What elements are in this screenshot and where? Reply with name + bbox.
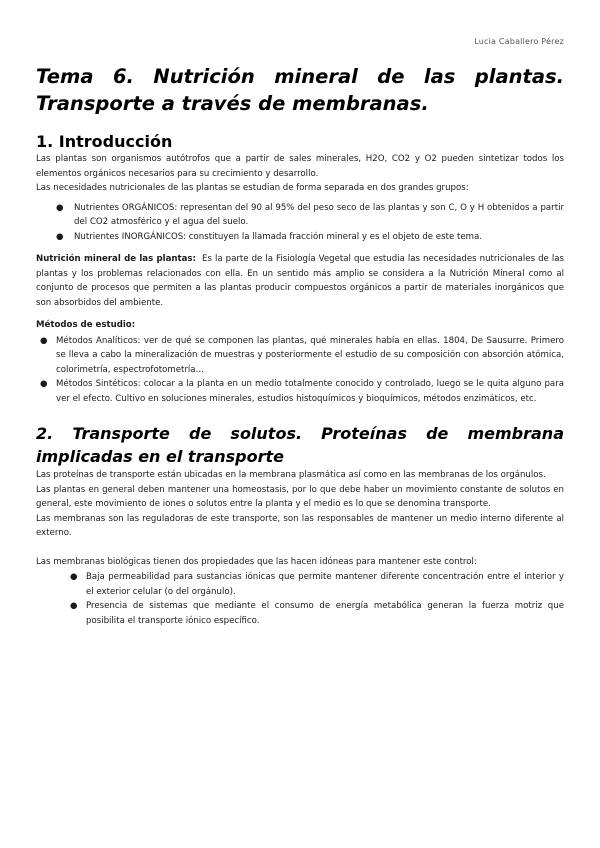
methods-heading-label: Métodos de estudio: [36,320,136,330]
membrane-properties-list [36,570,564,628]
paragraph: Las membranas biológicas tienen dos propiedades que las hacen idóneas para mantener este control: [36,556,477,567]
nutrient-list [36,201,564,245]
bullet-icon: ● [70,601,78,611]
definition-term: Nutrición mineral de las plantas: [36,254,196,264]
definition-text: Es la parte de la Fisiología Vegetal que estudia las necesidades nutricionales de las plantas y los problemas relacionados con ella. En un sentido más amplio se considera a la Nutrición Mineral como al conjunto de procesos que permiten a las plantas producir compuestos orgánicos a partir de materiales inorgánicos que son absorbidos del ambiente. [36,254,564,308]
paragraph: Las plantas en general deben mantener una homeostasis, por lo que debe haber un movimiento constante de solutos en general, este movimiento de iones o solutos entre la planta y el medio es lo que se denomina transporte. [36,484,564,509]
methods-heading [36,318,564,333]
list-item [36,334,564,378]
bullet-icon: ● [40,379,48,389]
paragraph: Las membranas son las reguladoras de este transporte, son las responsables de mantener un medio interno diferente al externo. [36,513,564,538]
section-heading-transporte: 2. Transporte de solutos. Proteínas de membrana implicadas en el transporte [36,424,564,466]
list-item-text: Métodos Analíticos: ver de qué se componen las plantas, qué minerales había en ellas. 1804, De Sausurre. Primero se lleva a cabo la mineralización de muestras y posteriormente el estudio de su composición con absorción atómica, colorimetría, espectrofotometría… [56,335,564,375]
paragraph: Las necesidades nutricionales de las plantas se estudian de forma separada en dos grandes grupos: [36,183,469,193]
list-item [36,377,564,406]
list-item-text: Baja permeabilidad para sustancias iónicas que permite mantener diferente concentración entre el interior y el exterior celular (o del orgánulo). [86,572,564,597]
methods-list [36,334,564,407]
list-item [36,570,564,599]
section-heading-introduccion: 1. Introducción [36,132,173,151]
paragraph: Las proteínas de transporte están ubicadas en la membrana plasmática así como en las membranas de los orgánulos. [36,470,546,480]
list-item-text: Presencia de sistemas que mediante el consumo de energía metabólica generan la fuerza motriz que posibilita el transporte iónico específico. [86,601,564,626]
document-body [36,63,564,628]
author-name: Lucia Caballero Pérez [474,37,564,46]
paragraph: Las plantas son organismos autótrofos que a partir de sales minerales, H2O, CO2 y O2 pueden sintetizar todos los elementos orgánicos necesarios para su crecimiento y desarrollo. [36,154,564,179]
list-item-text: Nutrientes INORGÁNICOS: constituyen la llamada fracción mineral y es el objeto de este tema. [74,231,482,242]
document-title: Tema 6. Nutrición mineral de las plantas. Transporte a través de membranas. [36,65,564,115]
definition-paragraph [36,252,564,310]
bullet-icon: ● [56,231,64,242]
bullet-icon: ● [56,202,64,213]
list-item-text: Nutrientes ORGÁNICOS: representan del 90 al 95% del peso seco de las plantas y son C, O y H obtenidos a partir del CO2 atmosférico y el agua del suelo. [74,202,564,227]
list-item [36,201,564,230]
list-item [36,230,564,245]
list-item-text: Métodos Sintéticos: colocar a la planta en un medio totalmente conocido y controlado, luego se le quita alguno para ver el efecto. Cultivo en soluciones minerales, estudios histoquímicos y bioquímicos, métodos enzimáticos, etc. [56,379,564,404]
bullet-icon: ● [40,335,48,346]
bullet-icon: ● [70,572,78,582]
list-item [36,599,564,628]
